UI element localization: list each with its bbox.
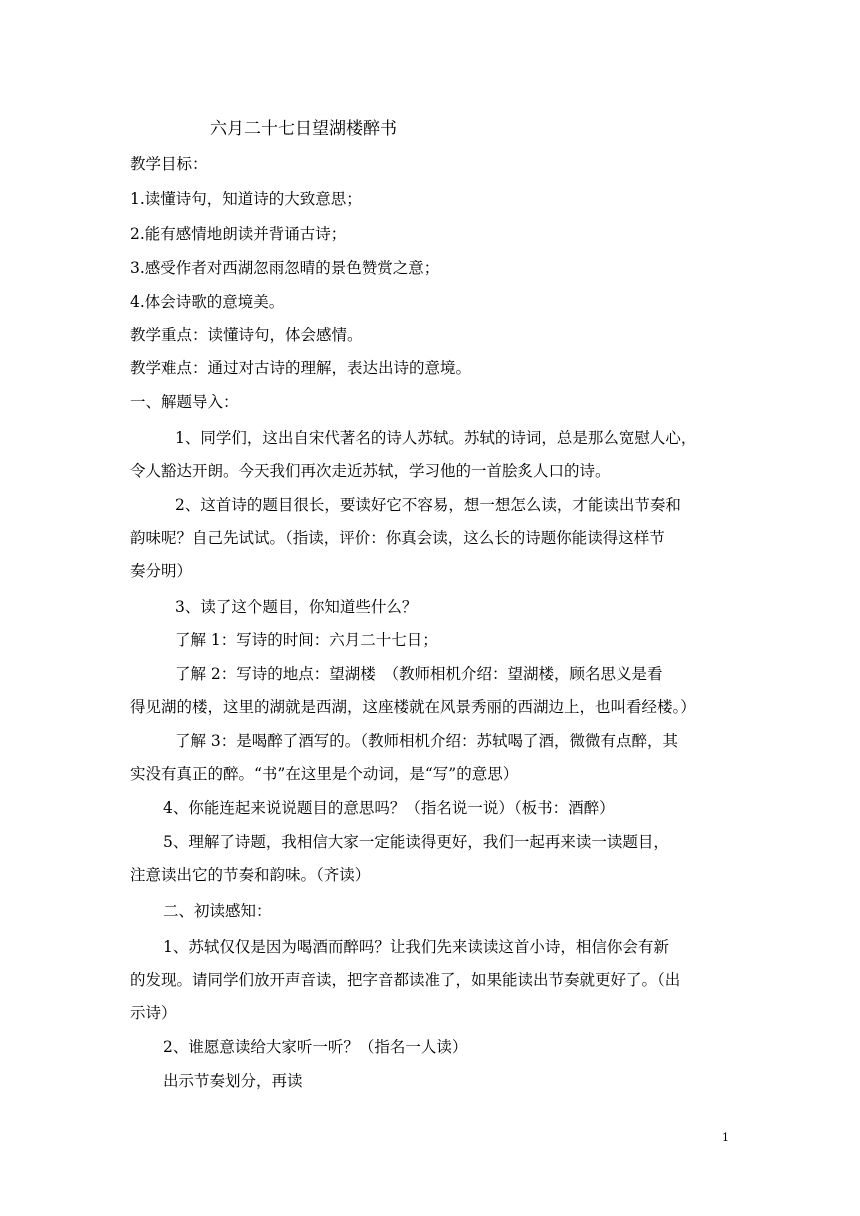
paragraph-line: 4、你能连起来说说题目的意思吗？（指名说一说）（板书：酒醉）	[163, 799, 615, 817]
page-number: 1	[722, 1131, 729, 1144]
paragraph-line: 得见湖的楼，这里的湖就是西湖，这座楼就在风景秀丽的西湖边上，也叫看经楼。）	[130, 698, 696, 716]
paragraph-line: 了解 3：是喝醉了酒写的。（教师相机介绍：苏轼喝了酒，微微有点醉，其	[175, 732, 679, 750]
paragraph-line: 了解 2：写诗的地点：望湖楼 （教师相机介绍：望湖楼，顾名思义是看	[175, 665, 663, 683]
objective-item: 4.体会诗歌的意境美。	[130, 293, 285, 311]
difficulty: 教学难点：通过对古诗的理解，表达出诗的意境。	[130, 359, 472, 377]
paragraph-line: 5、理解了诗题，我相信大家一定能读得更好，我们一起再来读一读题目，	[163, 833, 669, 851]
paragraph-line: 奏分明）	[130, 562, 193, 580]
key-point: 教学重点：读懂诗句，体会感情。	[130, 326, 363, 344]
section-heading: 一、解题导入：	[130, 393, 239, 411]
paragraph-line: 1、苏轼仅仅是因为喝酒而醉吗？让我们先来读读这首小诗，相信你会有新	[163, 938, 669, 956]
paragraph-line: 2、这首诗的题目很长，要读好它不容易，想一想怎么读，才能读出节奏和	[175, 496, 681, 514]
paragraph-line: 3、读了这个题目，你知道些什么？	[175, 598, 418, 616]
paragraph-line: 1、同学们，这出自宋代著名的诗人苏轼。苏轼的诗词，总是那么宽慰人心，	[175, 429, 697, 447]
paragraph-line: 出示节奏划分，再读	[163, 1072, 303, 1090]
paragraph-line: 2、谁愿意读给大家听一听？（指名一人读）	[163, 1038, 468, 1056]
paragraph-line: 了解 1：写诗的时间：六月二十七日；	[175, 631, 438, 649]
paragraph-line: 的发现。请同学们放开声音读，把字音都读准了，如果能读出节奏就更好了。（出	[130, 971, 681, 989]
objective-item: 3.感受作者对西湖忽雨忽晴的景色赞赏之意；	[130, 259, 440, 277]
objective-item: 2.能有感情地朗读并背诵古诗；	[130, 225, 347, 243]
objective-item: 1.读懂诗句，知道诗的大致意思；	[130, 190, 362, 208]
paragraph-line: 注意读出它的节奏和韵味。（齐读）	[130, 866, 371, 884]
document-title: 六月二十七日望湖楼醉书	[210, 119, 397, 139]
section-heading: 二、初读感知：	[163, 902, 272, 920]
objectives-heading: 教学目标：	[130, 155, 208, 173]
paragraph-line: 实没有真正的醉。“书”在这里是个动词，是“写”的意思）	[130, 765, 519, 783]
paragraph-line: 韵味呢？自己先试试。（指读，评价：你真会读，这么长的诗题你能读得这样节	[130, 529, 665, 547]
paragraph-line: 令人豁达开朗。今天我们再次走近苏轼，学习他的一首脍炙人口的诗。	[130, 462, 611, 480]
paragraph-line: 示诗）	[130, 1004, 177, 1022]
